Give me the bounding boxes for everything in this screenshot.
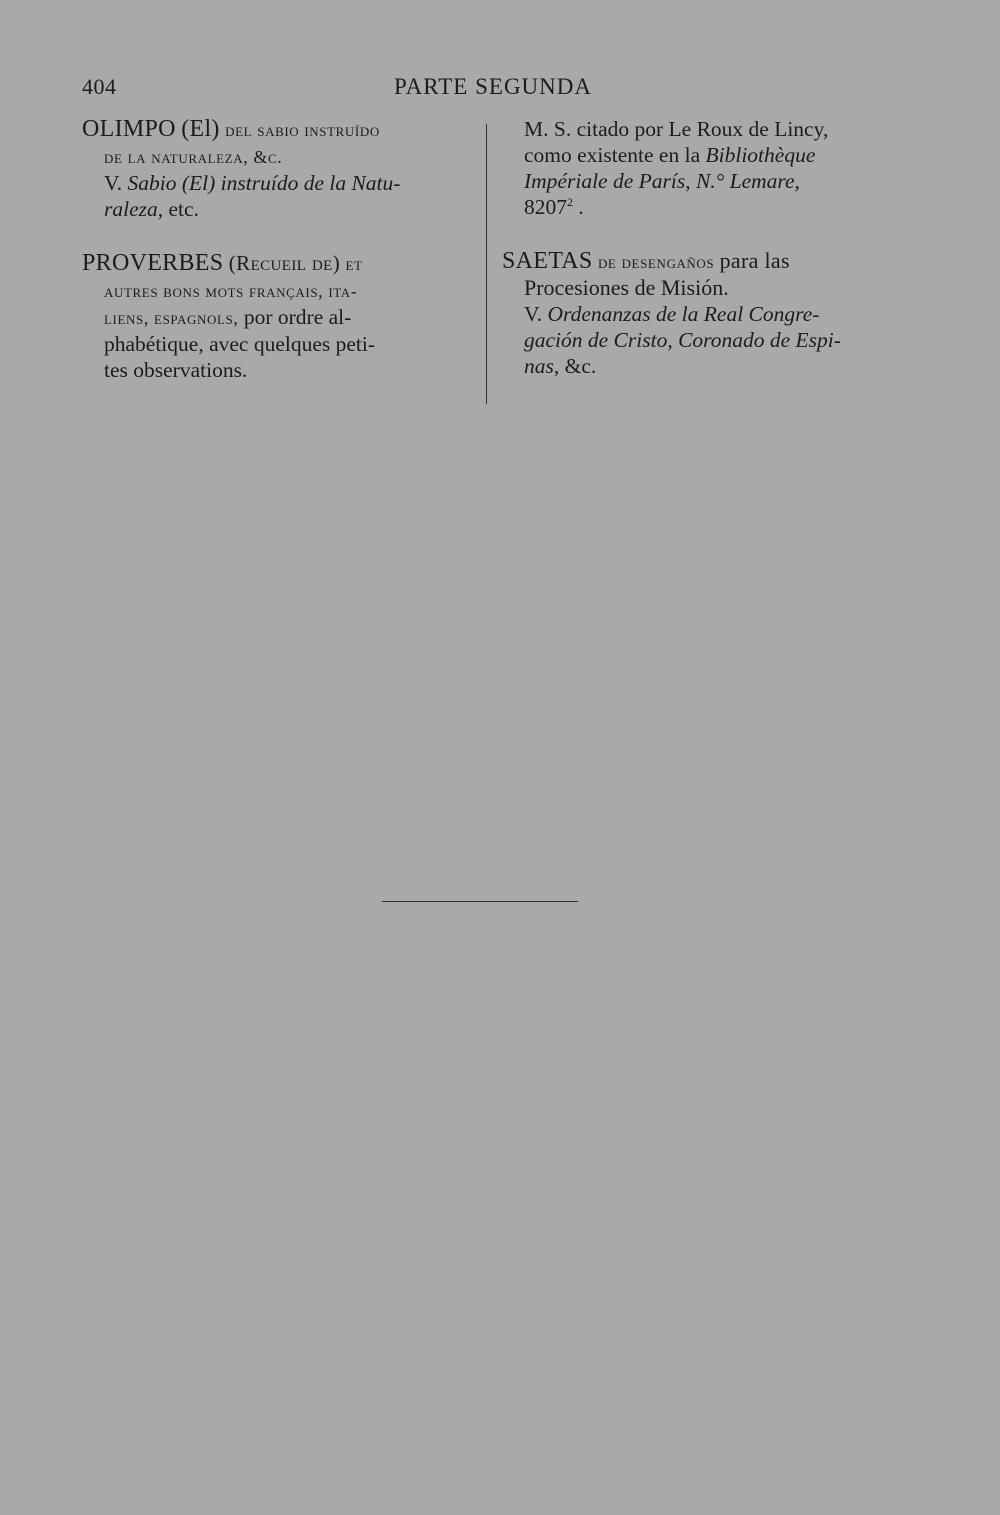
left-column [82, 116, 472, 399]
column-divider [486, 124, 487, 404]
ref-suffix: , etc. [157, 197, 199, 221]
ref-prefix: V. [104, 171, 123, 195]
entry-superscript: 2 [567, 194, 573, 209]
ref-title-cont: raleza [104, 197, 158, 221]
entry-heading [82, 116, 472, 170]
entry-text [502, 116, 904, 220]
entry-line-italic: Bibliothèque [705, 143, 816, 167]
section-end-rule [382, 901, 578, 902]
right-column [502, 116, 904, 395]
page-number: 404 [82, 74, 117, 99]
entry-title-rest: et [345, 254, 363, 274]
entry-line: M. S. citado por Le Roux de Lincy, [524, 117, 829, 141]
entry-title-sc: de desengaños [597, 252, 715, 272]
entry-title: OLIMPO [82, 116, 176, 142]
entry-title-line2: de la naturaleza, &c. [104, 147, 283, 167]
entry-title-paren: (Recueil de) [228, 251, 341, 275]
entry-line: como existente en la [524, 143, 701, 167]
entry-proverbes [82, 250, 472, 383]
entry-continuation [502, 116, 904, 220]
entry-olimpo [82, 116, 472, 222]
entry-title-rest: para las [719, 248, 790, 273]
entry-number: 8207 [524, 195, 567, 219]
ref-title: Ordenanzas de la Real Congre- [547, 302, 820, 326]
entry-line: por ordre al- [243, 305, 352, 329]
entry-line-sc: liens, espagnols, [104, 308, 239, 328]
entry-title: SAETAS [502, 248, 593, 274]
ref-title-cont: gación de Cristo, Coronado de Espi- [524, 328, 841, 352]
entry-saetas [502, 248, 904, 379]
entry-punct: , [685, 169, 691, 193]
entry-punct: . [578, 195, 584, 219]
page-header [82, 74, 904, 106]
entry-line-italic: N.° Lemare, [695, 169, 800, 193]
ref-title-cont: nas [524, 354, 554, 378]
entry-line: Procesiones de Misión. [524, 275, 729, 300]
entry-line: autres bons mots français, ita- [104, 281, 358, 301]
cross-reference [82, 170, 472, 222]
entry-line-italic: Impériale de París [524, 169, 686, 193]
entry-line: phabétique, avec quelques peti- [104, 332, 376, 356]
cross-reference [502, 301, 904, 379]
ref-title: Sabio (El) instruído de la Natu- [127, 171, 401, 195]
ref-prefix: V. [524, 302, 543, 326]
entry-title-rest: del sabio instruído [225, 120, 380, 140]
entry-heading [502, 248, 904, 301]
running-title: PARTE SEGUNDA [394, 74, 592, 99]
entry-line: tes observations. [104, 358, 248, 382]
entry-heading [82, 250, 472, 383]
entry-title-paren: (El) [181, 116, 220, 142]
entry-title: PROVERBES [82, 250, 224, 276]
ref-suffix: , &c. [553, 354, 597, 378]
